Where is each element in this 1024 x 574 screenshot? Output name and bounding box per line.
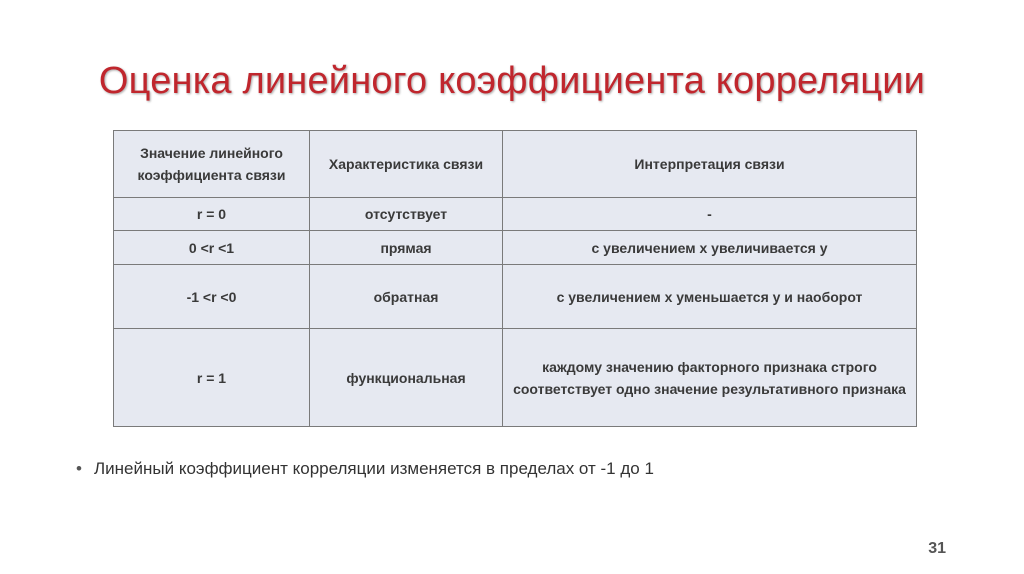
cell-value: -1 <r <0 [114,265,310,329]
header-characteristic: Характеристика связи [310,131,503,198]
cell-characteristic: прямая [310,231,503,265]
bullet-text: Линейный коэффициент корреляции изменяется в пределах от -1 до 1 [94,459,654,478]
cell-characteristic: отсутствует [310,198,503,231]
cell-characteristic: обратная [310,265,503,329]
cell-value: r = 0 [114,198,310,231]
table-row [114,265,917,329]
cell-interpretation: с увеличением х уменьшается у и наоборот [503,265,917,329]
table-row [114,198,917,231]
cell-interpretation: - [503,198,917,231]
table-header-row [114,131,917,198]
cell-interpretation: каждому значению факторного признака строго соответствует одно значение результативного признака [503,329,917,427]
table-row [114,329,917,427]
correlation-table [113,130,917,427]
cell-interpretation: с увеличением х увеличивается у [503,231,917,265]
cell-characteristic: функциональная [310,329,503,427]
header-value: Значение линейного коэффициента связи [114,131,310,198]
cell-value: r = 1 [114,329,310,427]
slide-title: Оценка линейного коэффициента корреляции [98,60,926,102]
bullet-dot-icon: • [76,459,82,478]
bullet-item [76,457,654,481]
table-row [114,231,917,265]
cell-value: 0 <r <1 [114,231,310,265]
page-number: 31 [928,540,946,557]
header-interpretation: Интерпретация связи [503,131,917,198]
